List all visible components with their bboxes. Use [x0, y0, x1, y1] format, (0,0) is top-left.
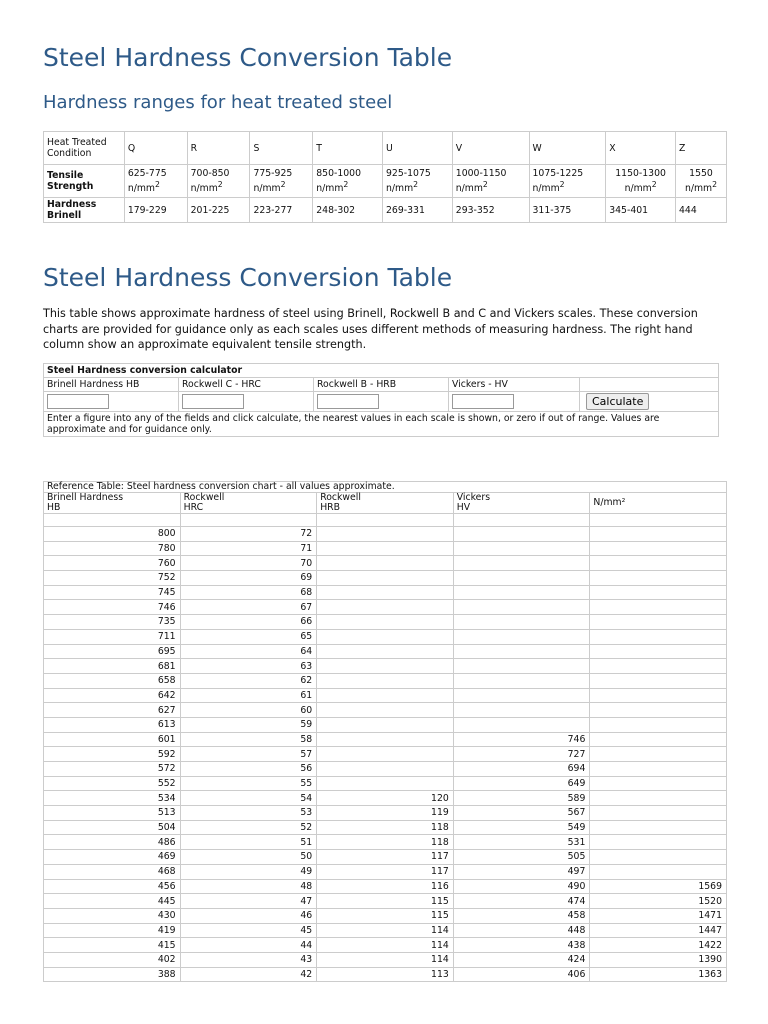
tensile-cell	[124, 165, 187, 198]
reference-header-cell	[317, 493, 454, 514]
table-cell: 746	[44, 600, 181, 615]
table-row	[44, 673, 727, 688]
tensile-unit-sup: 2	[217, 179, 223, 189]
table-row	[44, 703, 727, 718]
table-cell: 445	[44, 894, 181, 909]
table-cell	[453, 644, 590, 659]
table-cell	[590, 585, 727, 600]
section-title: Steel Hardness Conversion Table	[43, 263, 453, 292]
table-cell: 1422	[590, 938, 727, 953]
table-cell	[317, 659, 454, 674]
header-line: Rockwell	[183, 492, 225, 503]
table-cell: 120	[317, 791, 454, 806]
tensile-value: 1000-1150	[455, 167, 507, 179]
table-cell: 469	[44, 850, 181, 865]
table-cell: 115	[317, 908, 454, 923]
section-subtitle: Hardness ranges for heat treated steel	[43, 92, 393, 113]
tensile-cell	[675, 165, 726, 198]
table-cell: 42	[180, 967, 317, 982]
calculator-table	[43, 363, 719, 437]
tensile-value: 925-1075	[386, 167, 431, 179]
header-line: N/mm²	[593, 497, 626, 508]
table-row	[44, 747, 727, 762]
table-cell: 118	[317, 835, 454, 850]
calculate-button[interactable]: Calculate	[586, 393, 649, 410]
table-cell: 438	[453, 938, 590, 953]
tensile-unit: n/mm	[127, 183, 155, 195]
spacer	[453, 514, 590, 527]
table-cell: 70	[180, 556, 317, 571]
table-cell: 49	[180, 864, 317, 879]
tensile-unit: n/mm	[190, 183, 218, 195]
table-row	[44, 644, 727, 659]
table-cell: 406	[453, 967, 590, 982]
table-cell	[453, 688, 590, 703]
table-row	[44, 908, 727, 923]
intro-paragraph: This table shows approximate hardness of steel using Brinell, Rockwell B and C and Vickers scales. These conversion charts are provided for guidance only as each scales uses different methods of measuring hardness. The right hand column show an approximate equivalent tensile strength.	[43, 307, 698, 351]
label-rockwell-b: Rockwell B - HRB	[314, 378, 449, 392]
table-cell	[317, 747, 454, 762]
table-cell: 48	[180, 879, 317, 894]
table-cell	[590, 571, 727, 586]
condition-cell: U	[383, 132, 453, 165]
table-cell: 117	[317, 864, 454, 879]
table-cell	[590, 659, 727, 674]
condition-cell: W	[529, 132, 606, 165]
table-cell: 56	[180, 762, 317, 777]
table-cell: 549	[453, 820, 590, 835]
table-cell	[317, 615, 454, 630]
table-cell	[317, 585, 454, 600]
table-cell: 642	[44, 688, 181, 703]
table-cell: 448	[453, 923, 590, 938]
table-cell: 658	[44, 673, 181, 688]
table-cell: 69	[180, 571, 317, 586]
reference-caption-row	[44, 482, 727, 493]
rockwell-c-input[interactable]	[182, 394, 244, 409]
table-cell	[590, 644, 727, 659]
table-cell: 118	[317, 820, 454, 835]
table-row	[44, 820, 727, 835]
table-row	[44, 967, 727, 982]
table-cell: 114	[317, 938, 454, 953]
reference-header-cell	[180, 493, 317, 514]
table-cell	[317, 644, 454, 659]
table-row	[44, 864, 727, 879]
table-cell	[453, 527, 590, 542]
table-cell	[317, 629, 454, 644]
table-cell: 456	[44, 879, 181, 894]
table-cell	[590, 806, 727, 821]
tensile-row	[44, 165, 727, 198]
tensile-unit: n/mm	[624, 183, 652, 195]
table-cell	[590, 791, 727, 806]
table-cell: 627	[44, 703, 181, 718]
reference-caption: Reference Table: Steel hardness conversion chart - all values approximate.	[44, 482, 727, 493]
rockwell-b-input[interactable]	[317, 394, 379, 409]
table-row	[44, 717, 727, 732]
table-cell	[590, 850, 727, 865]
tensile-unit: n/mm	[253, 183, 281, 195]
table-cell: 53	[180, 806, 317, 821]
vickers-input[interactable]	[452, 394, 514, 409]
table-cell: 695	[44, 644, 181, 659]
table-cell	[317, 600, 454, 615]
tensile-unit-sup: 2	[482, 179, 488, 189]
table-cell	[453, 571, 590, 586]
table-cell	[590, 556, 727, 571]
table-cell: 44	[180, 938, 317, 953]
table-cell	[590, 717, 727, 732]
table-cell: 681	[44, 659, 181, 674]
table-cell: 114	[317, 923, 454, 938]
table-cell	[590, 820, 727, 835]
table-cell	[590, 541, 727, 556]
tensile-cell	[529, 165, 606, 198]
table-cell: 1363	[590, 967, 727, 982]
tensile-cell	[606, 165, 676, 198]
condition-cell: S	[250, 132, 313, 165]
tensile-unit: n/mm	[532, 183, 560, 195]
calculator-input-row	[44, 392, 719, 412]
tensile-value: 700-850	[190, 167, 230, 179]
table-cell: 727	[453, 747, 590, 762]
tensile-value: 1550	[689, 167, 713, 179]
brinell-cell: 269-331	[383, 198, 453, 223]
table-cell: 534	[44, 791, 181, 806]
spacer	[317, 514, 454, 527]
table-cell	[590, 747, 727, 762]
tensile-value: 1075-1225	[532, 167, 584, 179]
tensile-unit: n/mm	[386, 183, 414, 195]
table-cell: 589	[453, 791, 590, 806]
calculator-title-row	[44, 364, 719, 378]
brinell-cell: 248-302	[313, 198, 383, 223]
table-cell: 47	[180, 894, 317, 909]
table-cell: 505	[453, 850, 590, 865]
header-line: Vickers	[456, 492, 491, 503]
brinell-row	[44, 198, 727, 223]
spacer	[590, 514, 727, 527]
table-cell: 46	[180, 908, 317, 923]
table-cell	[453, 615, 590, 630]
table-row	[44, 732, 727, 747]
table-cell: 745	[44, 585, 181, 600]
table-cell: 64	[180, 644, 317, 659]
table-row	[44, 688, 727, 703]
header-line: HRB	[320, 502, 341, 513]
table-cell: 66	[180, 615, 317, 630]
hardness-ranges-table	[43, 131, 727, 223]
table-cell: 780	[44, 541, 181, 556]
cell	[449, 392, 580, 412]
table-cell	[317, 556, 454, 571]
table-cell: 504	[44, 820, 181, 835]
table-cell	[317, 717, 454, 732]
table-cell: 474	[453, 894, 590, 909]
calculator-help-row	[44, 412, 719, 437]
table-cell	[590, 673, 727, 688]
table-cell: 1390	[590, 952, 727, 967]
table-cell: 513	[44, 806, 181, 821]
brinell-cell: 293-352	[452, 198, 529, 223]
reference-header-cell	[590, 493, 727, 514]
table-cell	[317, 762, 454, 777]
table-cell: 116	[317, 879, 454, 894]
header-spacer-row	[44, 514, 727, 527]
tensile-unit-sup: 2	[343, 179, 349, 189]
table-cell: 1520	[590, 894, 727, 909]
calculator-help: Enter a figure into any of the fields and click calculate, the nearest values in each scale is shown, or zero if out of range. Values are approximate and for guidance only.	[44, 412, 719, 437]
brinell-cell: 179-229	[124, 198, 187, 223]
row-label: Heat Treated Condition	[44, 132, 125, 165]
table-cell	[453, 556, 590, 571]
header-line: Rockwell	[320, 492, 361, 503]
table-cell: 746	[453, 732, 590, 747]
tensile-unit: n/mm	[684, 183, 713, 195]
table-cell	[590, 527, 727, 542]
table-cell	[453, 717, 590, 732]
header-line: HB	[47, 502, 61, 513]
table-cell	[317, 571, 454, 586]
table-cell: 735	[44, 615, 181, 630]
table-cell: 114	[317, 952, 454, 967]
table-cell: 52	[180, 820, 317, 835]
tensile-cell	[313, 165, 383, 198]
spacer	[44, 514, 181, 527]
table-row	[44, 923, 727, 938]
table-cell: 54	[180, 791, 317, 806]
table-row	[44, 527, 727, 542]
reference-body	[44, 527, 727, 982]
tensile-value: 775-925	[253, 167, 293, 179]
brinell-cell: 201-225	[187, 198, 250, 223]
calculator-title: Steel Hardness conversion calculator	[44, 364, 719, 378]
row-label: Hardness Brinell	[44, 198, 125, 223]
table-row	[44, 776, 727, 791]
table-cell: 57	[180, 747, 317, 762]
table-cell: 486	[44, 835, 181, 850]
tensile-value: 850-1000	[316, 167, 362, 179]
brinell-input[interactable]	[47, 394, 109, 409]
table-cell: 601	[44, 732, 181, 747]
table-cell: 119	[317, 806, 454, 821]
table-cell: 115	[317, 894, 454, 909]
table-cell: 402	[44, 952, 181, 967]
cell	[314, 392, 449, 412]
label-vickers: Vickers - HV	[449, 378, 580, 392]
table-cell: 1569	[590, 879, 727, 894]
tensile-unit: n/mm	[316, 183, 344, 195]
table-cell: 592	[44, 747, 181, 762]
table-cell	[317, 703, 454, 718]
table-cell: 58	[180, 732, 317, 747]
table-cell	[317, 732, 454, 747]
table-cell: 43	[180, 952, 317, 967]
brinell-cell: 223-277	[250, 198, 313, 223]
table-cell: 65	[180, 629, 317, 644]
table-cell: 458	[453, 908, 590, 923]
table-cell: 388	[44, 967, 181, 982]
table-cell: 649	[453, 776, 590, 791]
table-cell	[317, 541, 454, 556]
tensile-cell	[452, 165, 529, 198]
tensile-unit-sup: 2	[413, 179, 419, 189]
label-rockwell-c: Rockwell C - HRC	[179, 378, 314, 392]
table-cell: 468	[44, 864, 181, 879]
table-cell: 1471	[590, 908, 727, 923]
table-cell: 55	[180, 776, 317, 791]
table-row	[44, 585, 727, 600]
table-cell: 63	[180, 659, 317, 674]
row-label: Tensile Strength	[44, 165, 125, 198]
table-cell: 50	[180, 850, 317, 865]
table-cell: 752	[44, 571, 181, 586]
brinell-cell: 311-375	[529, 198, 606, 223]
table-cell: 59	[180, 717, 317, 732]
table-cell: 572	[44, 762, 181, 777]
table-cell: 45	[180, 923, 317, 938]
reference-header-row	[44, 493, 727, 514]
table-cell	[453, 600, 590, 615]
table-cell: 67	[180, 600, 317, 615]
table-cell: 68	[180, 585, 317, 600]
tensile-unit: n/mm	[455, 183, 483, 195]
table-row	[44, 952, 727, 967]
table-cell	[590, 629, 727, 644]
table-cell: 60	[180, 703, 317, 718]
header-line: HRC	[183, 502, 204, 513]
table-cell	[453, 673, 590, 688]
brinell-cell: 444	[675, 198, 726, 223]
table-cell	[453, 659, 590, 674]
condition-cell: T	[313, 132, 383, 165]
table-cell: 531	[453, 835, 590, 850]
table-cell	[590, 732, 727, 747]
header-line: Brinell Hardness	[47, 492, 124, 503]
table-cell: 694	[453, 762, 590, 777]
tensile-cell	[250, 165, 313, 198]
table-cell	[453, 629, 590, 644]
tensile-unit-sup: 2	[712, 179, 718, 189]
table-cell: 72	[180, 527, 317, 542]
table-cell: 552	[44, 776, 181, 791]
label-brinell: Brinell Hardness HB	[44, 378, 179, 392]
table-cell: 424	[453, 952, 590, 967]
table-row	[44, 615, 727, 630]
table-cell	[453, 585, 590, 600]
reference-header-cell	[44, 493, 181, 514]
cell	[580, 392, 719, 412]
table-cell	[317, 527, 454, 542]
table-cell	[590, 703, 727, 718]
tensile-unit-sup: 2	[154, 179, 160, 189]
table-row	[44, 879, 727, 894]
table-row	[44, 659, 727, 674]
page-title: Steel Hardness Conversion Table	[43, 43, 453, 72]
reference-table	[43, 481, 727, 982]
table-row	[44, 806, 727, 821]
table-cell: 567	[453, 806, 590, 821]
table-cell	[453, 703, 590, 718]
tensile-cell	[383, 165, 453, 198]
spacer	[180, 514, 317, 527]
table-row	[44, 938, 727, 953]
tensile-unit-sup: 2	[559, 179, 565, 189]
cell	[179, 392, 314, 412]
tensile-value: 1150-1300	[615, 167, 666, 179]
table-cell	[590, 688, 727, 703]
table-row	[44, 791, 727, 806]
table-cell	[590, 762, 727, 777]
table-cell	[590, 600, 727, 615]
table-cell	[590, 776, 727, 791]
table-row	[44, 600, 727, 615]
table-cell: 113	[317, 967, 454, 982]
condition-cell: Z	[675, 132, 726, 165]
table-cell: 800	[44, 527, 181, 542]
table-cell: 490	[453, 879, 590, 894]
table-cell: 419	[44, 923, 181, 938]
table-cell: 62	[180, 673, 317, 688]
condition-cell: R	[187, 132, 250, 165]
table-cell	[317, 776, 454, 791]
table-row	[44, 556, 727, 571]
tensile-unit-sup: 2	[651, 179, 657, 189]
tensile-cell	[187, 165, 250, 198]
table-row	[44, 835, 727, 850]
table-cell	[317, 688, 454, 703]
table-row	[44, 571, 727, 586]
table-cell: 430	[44, 908, 181, 923]
table-row	[44, 894, 727, 909]
table-cell: 117	[317, 850, 454, 865]
condition-cell: X	[606, 132, 676, 165]
table-cell	[453, 541, 590, 556]
reference-header-cell	[453, 493, 590, 514]
table-row	[44, 850, 727, 865]
condition-cell: Q	[124, 132, 187, 165]
table-cell	[590, 615, 727, 630]
table-cell: 711	[44, 629, 181, 644]
table-cell: 497	[453, 864, 590, 879]
table-cell: 1447	[590, 923, 727, 938]
table-cell	[317, 673, 454, 688]
tensile-value: 625-775	[127, 167, 167, 179]
table-row	[44, 629, 727, 644]
header-line: HV	[456, 502, 471, 513]
table-cell: 760	[44, 556, 181, 571]
tensile-unit-sup: 2	[280, 179, 286, 189]
cell	[44, 392, 179, 412]
table-cell: 51	[180, 835, 317, 850]
table-cell: 613	[44, 717, 181, 732]
table-cell: 71	[180, 541, 317, 556]
table-cell: 61	[180, 688, 317, 703]
table-cell	[590, 864, 727, 879]
label-empty	[580, 378, 719, 392]
brinell-cell: 345-401	[606, 198, 676, 223]
table-row	[44, 541, 727, 556]
table-cell	[590, 835, 727, 850]
condition-row	[44, 132, 727, 165]
calculator-label-row	[44, 378, 719, 392]
table-row	[44, 762, 727, 777]
table-cell: 415	[44, 938, 181, 953]
condition-cell: V	[452, 132, 529, 165]
